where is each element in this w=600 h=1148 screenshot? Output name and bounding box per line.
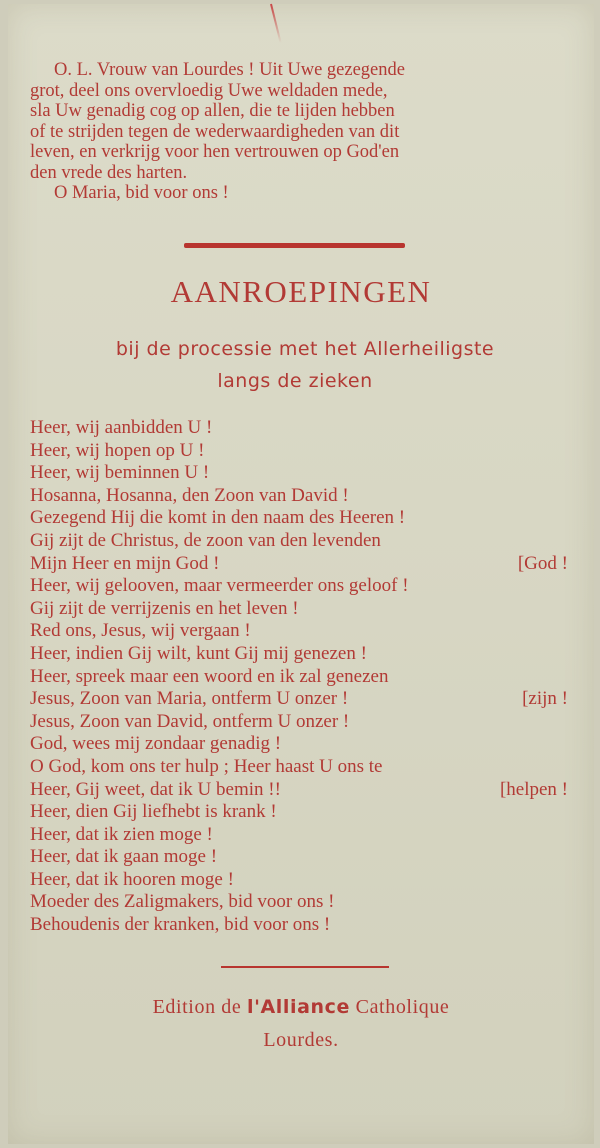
invocation-text: Red ons, Jesus, wij vergaan !	[30, 620, 251, 642]
section-title: AANROEPINGEN	[170, 274, 432, 309]
invocation-text: Heer, Gij weet, dat ik U bemin !!	[30, 778, 281, 800]
invocation-text: Jesus, Zoon van Maria, ontferm U onzer !	[30, 688, 349, 710]
section-subtitle: langs de zieken	[217, 370, 373, 392]
invocation-text: Hosanna, Hosanna, den Zoon van David !	[30, 484, 349, 506]
invocation-line	[30, 891, 570, 914]
prayer-line: sla Uw genadig cog op allen, die te lijden hebben	[30, 101, 395, 121]
invocation-line	[30, 914, 570, 937]
prayer-line: of te strijden tegen de wederwaardigheden van dit	[30, 121, 400, 142]
invocation-continuation: [God !	[517, 552, 568, 574]
publisher-prefix: Edition de	[152, 996, 242, 1018]
invocation-line	[30, 620, 570, 643]
divider-bottom	[221, 966, 389, 968]
invocation-text: Heer, dat ik zien moge !	[30, 823, 213, 845]
section-subtitle: bij de processie met het Allerheiligste	[115, 338, 495, 360]
invocation-text: Heer, wij hopen op U !	[30, 439, 205, 461]
publisher-name: l'Alliance	[246, 996, 351, 1018]
prayer-line: O Maria, bid voor ons !	[54, 183, 229, 203]
invocation-text: Gij zijt de Christus, de zoon van den levenden	[30, 529, 381, 551]
invocation-line	[30, 846, 570, 869]
invocation-text: Gezegend Hij die komt in den naam des Heeren !	[30, 507, 406, 529]
invocation-line	[30, 688, 570, 711]
invocation-line	[30, 824, 570, 847]
publisher-city: Lourdes.	[263, 1029, 339, 1051]
invocation-line	[30, 417, 570, 440]
invocation-text: Heer, indien Gij wilt, kunt Gij mij genezen !	[30, 642, 367, 664]
invocation-line	[30, 598, 570, 621]
invocation-line	[30, 462, 570, 485]
invocation-text: Heer, dat ik hooren moge !	[30, 868, 234, 890]
invocation-text: Heer, wij aanbidden U !	[30, 417, 213, 438]
invocation-continuation: [helpen !	[499, 778, 568, 800]
invocation-text: Mijn Heer en mijn God !	[30, 552, 220, 574]
divider-top	[184, 243, 405, 248]
invocation-line	[30, 666, 570, 689]
invocation-line	[30, 779, 570, 802]
invocation-line	[30, 643, 570, 666]
invocation-text: Heer, wij gelooven, maar vermeerder ons geloof !	[30, 575, 409, 597]
invocation-line	[30, 440, 570, 463]
invocation-line	[30, 530, 570, 553]
invocation-text: O God, kom ons ter hulp ; Heer haast U ons te	[30, 755, 383, 777]
invocation-line	[30, 869, 570, 892]
invocation-line	[30, 485, 570, 508]
invocation-line	[30, 756, 570, 779]
publisher-line	[8, 996, 594, 1019]
invocation-line	[30, 733, 570, 756]
prayer-line: leven, en verkrijg voor hen vertrouwen op God'en	[30, 142, 400, 162]
invocation-continuation: [zijn !	[522, 688, 568, 710]
invocation-text: Jesus, Zoon van David, ontferm U onzer !	[30, 710, 350, 732]
invocation-text: Heer, wij beminnen U !	[30, 462, 210, 484]
prayer-line: grot, deel ons overvloedig Uwe weldaden mede,	[30, 80, 388, 101]
invocation-line	[30, 507, 570, 530]
invocation-text: Heer, dat ik gaan moge !	[30, 846, 218, 868]
prayer-text	[30, 60, 560, 204]
invocation-line	[30, 575, 570, 598]
invocation-line	[30, 553, 570, 576]
invocation-text: Moeder des Zaligmakers, bid voor ons !	[30, 891, 335, 913]
invocation-text: Heer, spreek maar een woord en ik zal genezen	[30, 665, 389, 687]
invocation-line	[30, 801, 570, 824]
ink-mark	[270, 4, 282, 43]
invocation-text: God, wees mij zondaar genadig !	[30, 733, 282, 755]
prayer-card	[8, 4, 594, 1144]
prayer-line: O. L. Vrouw van Lourdes ! Uit Uwe gezegende	[54, 60, 405, 80]
invocation-line	[30, 711, 570, 734]
publisher-suffix: Catholique	[355, 996, 450, 1018]
invocation-list	[30, 417, 570, 937]
invocation-text: Heer, dien Gij liefhebt is krank !	[30, 801, 277, 823]
invocation-text: Behoudenis der kranken, bid voor ons !	[30, 914, 331, 936]
invocation-text: Gij zijt de verrijzenis en het leven !	[30, 597, 299, 619]
prayer-line: den vrede des harten.	[30, 162, 188, 183]
